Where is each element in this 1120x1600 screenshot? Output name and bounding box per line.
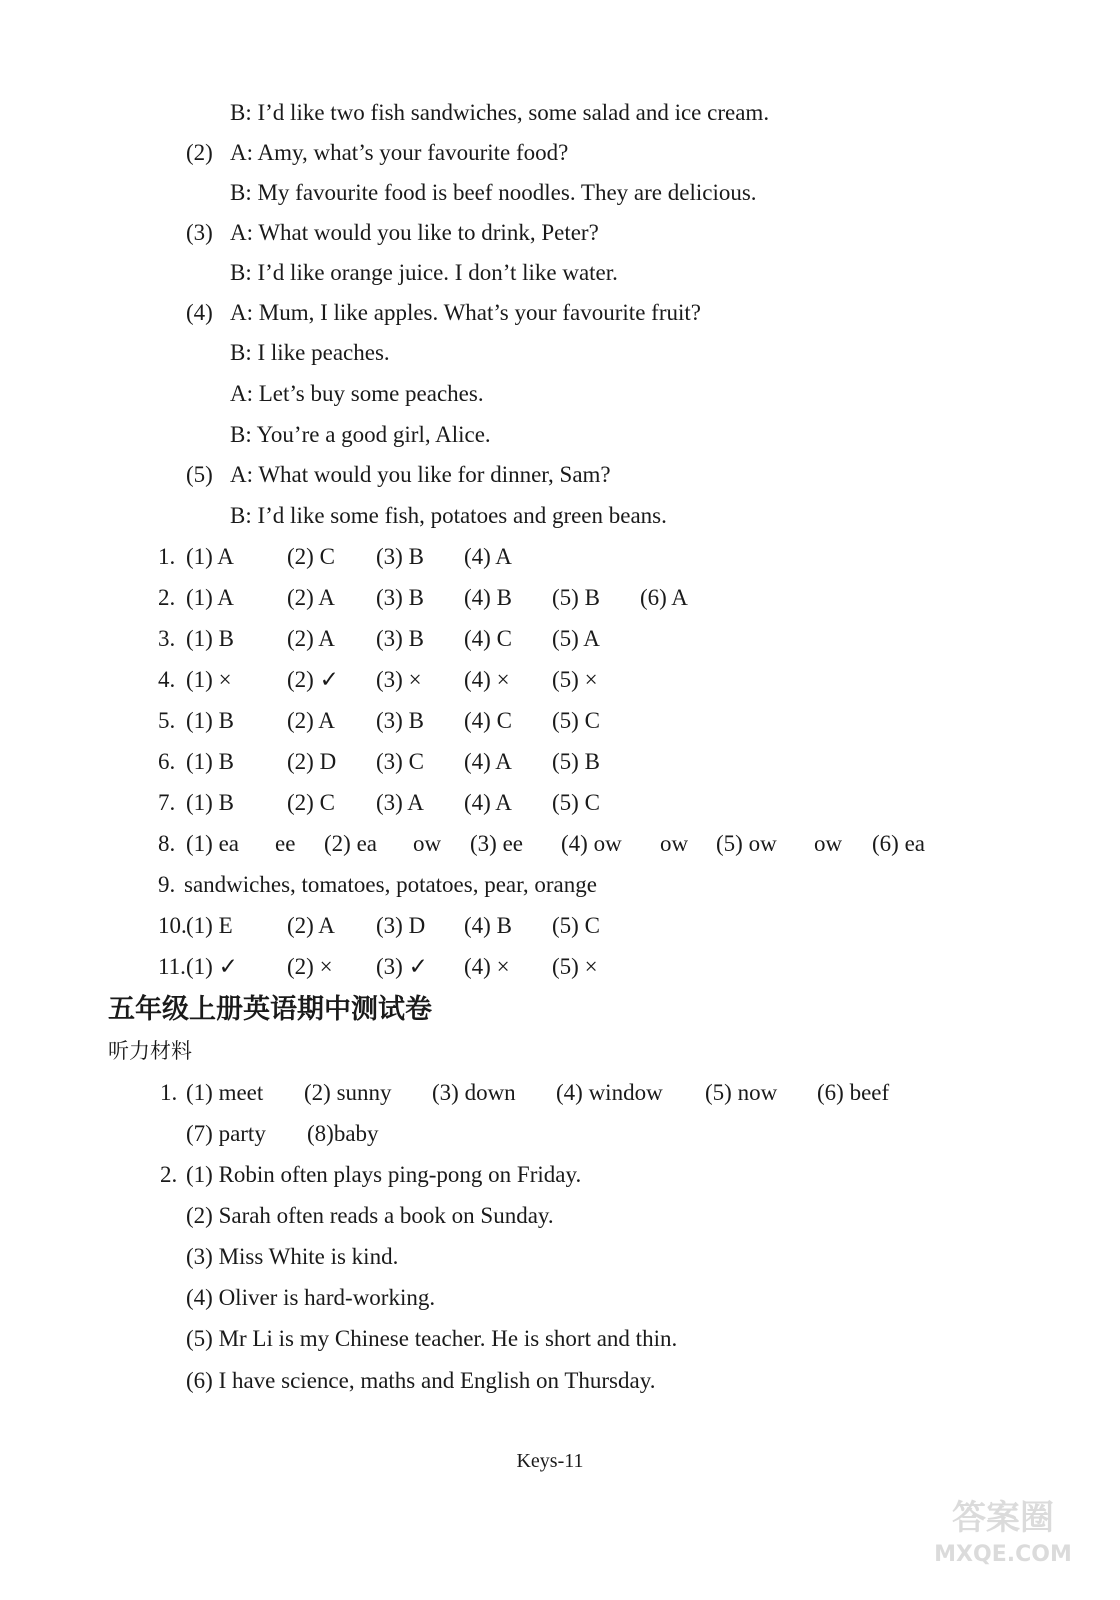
answer-number: 8. [158,831,176,856]
answer-number: 3. [158,626,176,651]
listening-sentence: (5) Mr Li is my Chinese teacher. He is short and thin. [186,1326,678,1351]
answer-number: 9. [158,872,176,897]
answer-number: 10. [158,913,187,938]
answer-item: (2) ea [324,831,377,856]
dialogue-num: (3) [186,220,213,245]
answer-item: (5) C [552,708,600,733]
page-number: Keys-11 [516,1450,584,1472]
answer-number: 5. [158,708,176,733]
answer-number: 7. [158,790,176,815]
answer-item: (3) B [376,626,424,651]
answer-item: ee [275,831,296,856]
answer-item: (2) A [287,708,335,733]
dialogue-line: A: Let’s buy some peaches. [230,381,484,406]
answer-item: (3) B [376,544,424,569]
dialogue-num: (2) [186,140,213,165]
answer-number: 1. [158,544,176,569]
answer-item: (3) × [376,667,422,692]
answer-item: (5) A [552,626,600,651]
answer-item: ow [413,831,442,856]
answer-item: (4) × [464,954,510,979]
watermark-url: MXQE.COM [934,1542,1072,1567]
answer-item: ow [814,831,843,856]
listening-word: (3) down [432,1080,516,1105]
answer-item: (5) C [552,913,600,938]
answer-item: (3) C [376,749,424,774]
answer-item: (2) ✓ [287,667,339,692]
listening-q2-num: 2. [160,1162,178,1187]
listening-word: (6) beef [817,1080,890,1105]
answer-item: (1) × [186,667,232,692]
answer-item: (3) ee [470,831,523,856]
listening-word: (8)baby [307,1121,379,1146]
dialogue-line: B: You’re a good girl, Alice. [230,422,491,447]
answer-item: (5) C [552,790,600,815]
answer-item: (2) D [287,749,337,774]
dialogue-line: A: Mum, I like apples. What’s your favourite fruit? [230,300,701,325]
section-subtitle: 听力材料 [108,1039,192,1063]
answer-item: (4) A [464,790,512,815]
answer-item: (1) B [186,749,234,774]
answer-item: (1) B [186,708,234,733]
listening-sentence: (3) Miss White is kind. [186,1244,399,1269]
answer-item: (4) C [464,708,512,733]
answer-item: (4) B [464,585,512,610]
answer-item: (2) A [287,585,335,610]
answer-item: (1) B [186,790,234,815]
answer-item: (4) A [464,544,512,569]
answer-item: (4) A [464,749,512,774]
answer-item: (2) C [287,544,335,569]
answer-item: (1) A [186,544,234,569]
answer-number: 4. [158,667,176,692]
answer-item: (2) A [287,913,335,938]
answer-item: (5) × [552,954,598,979]
answer-item: (5) B [552,585,600,610]
answer-item: (4) C [464,626,512,651]
listening-sentence: (6) I have science, maths and English on Thursday. [186,1368,656,1393]
answer-item: (3) A [376,790,424,815]
answer-item: (5) ow [716,831,777,856]
listening-word: (1) meet [186,1080,264,1105]
dialogue-num: (4) [186,300,213,325]
answer-item: (2) A [287,626,335,651]
dialogue-1-b: B: I’d like two fish sandwiches, some salad and ice cream. [230,100,770,125]
listening-sentence: (1) Robin often plays ping-pong on Friday. [186,1162,582,1187]
answer-number: 2. [158,585,176,610]
answer-item: (1) E [186,913,233,938]
answer-item: (3) ✓ [376,954,428,979]
answer-item: (4) × [464,667,510,692]
section-title: 五年级上册英语期中测试卷 [108,994,432,1025]
answer-item: (3) D [376,913,426,938]
listening-word: (7) party [186,1121,266,1146]
listening-sentence: (4) Oliver is hard-working. [186,1285,436,1310]
answer-item: (1) ea [186,831,239,856]
answer-item: (1) A [186,585,234,610]
answer-item: (3) B [376,708,424,733]
answer-item: (5) B [552,749,600,774]
answer-item: (1) ✓ [186,954,238,979]
listening-word: (2) sunny [304,1080,392,1105]
answer-item: (4) B [464,913,512,938]
dialogue-line: A: What would you like for dinner, Sam? [230,462,611,487]
answer-item: (2) C [287,790,335,815]
answer-item: (5) × [552,667,598,692]
answer-item: (6) A [640,585,688,610]
listening-word: (4) window [556,1080,663,1105]
dialogue-line: B: I’d like some fish, potatoes and green beans. [230,503,667,528]
answer-item: (1) B [186,626,234,651]
watermark-text: 答案圈 [952,1498,1054,1538]
watermark-logo [928,1487,1078,1567]
answer-number: 6. [158,749,176,774]
answer-item: (3) B [376,585,424,610]
dialogue-line: A: What would you like to drink, Peter? [230,220,599,245]
answer-item: (4) ow [561,831,622,856]
listening-sentence: (2) Sarah often reads a book on Sunday. [186,1203,554,1228]
dialogue-line: B: I’d like orange juice. I don’t like water. [230,260,618,285]
dialogue-line: B: My favourite food is beef noodles. They are delicious. [230,180,757,205]
listening-q1-num: 1. [160,1080,178,1105]
answer-number: 11. [158,954,186,979]
dialogue-line: B: I like peaches. [230,340,390,365]
dialogue-num: (5) [186,462,213,487]
listening-word: (5) now [705,1080,778,1105]
answer-item: ow [660,831,689,856]
answer-text: sandwiches, tomatoes, potatoes, pear, orange [184,872,597,897]
answer-item: (2) × [287,954,333,979]
answer-item: (6) ea [872,831,925,856]
dialogue-line: A: Amy, what’s your favourite food? [230,140,569,165]
